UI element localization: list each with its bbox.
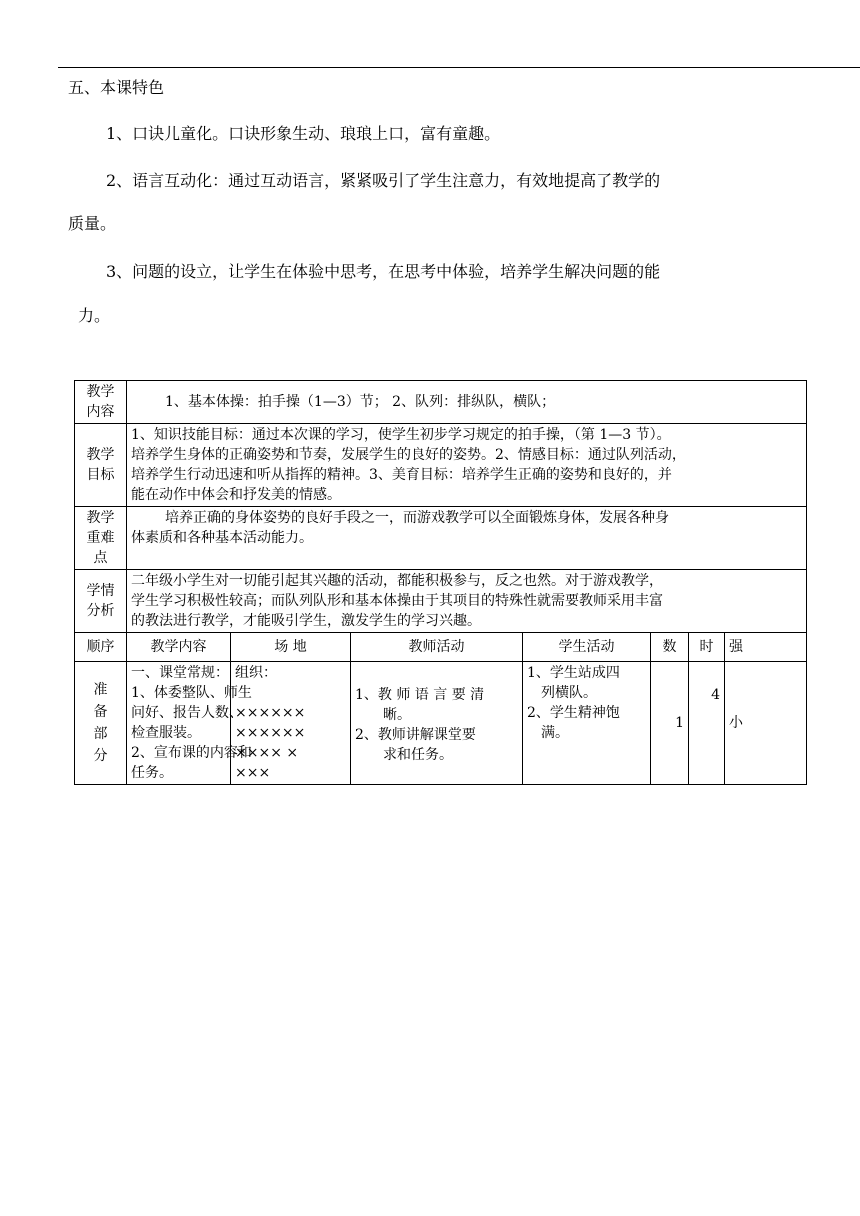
formation-row-4: ××× xyxy=(235,765,271,781)
row-headers xyxy=(75,633,807,662)
feature-3-cont: 力。 xyxy=(78,306,111,325)
content-text: 1、基本体操：拍手操（1—3）节； 2、队列：排纵队，横队； xyxy=(127,381,807,424)
section-title: 五、本课特色 xyxy=(68,78,165,97)
prep-content: 一、课堂常规： 1、体委整队、师生 问好、报告人数、 检查服装。 2、宣布课的内容和 任务。 xyxy=(127,662,231,785)
header-content: 教学内容 xyxy=(127,633,231,662)
feature-3: 3、问题的设立，让学生在体验中思考，在思考中体验，培养学生解决问题的能 xyxy=(106,262,661,281)
feature-2: 2、语言互动化：通过互动语言，紧紧吸引了学生注意力，有效地提高了教学的 xyxy=(106,171,661,190)
feature-2-cont: 质量。 xyxy=(68,214,117,233)
header-student: 学生活动 xyxy=(523,633,651,662)
prep-count: 1 xyxy=(651,662,689,785)
content-label: 教学 内容 xyxy=(75,381,127,424)
header-venue: 场 地 xyxy=(231,633,351,662)
header-intensity: 强 xyxy=(725,633,807,662)
row-content xyxy=(75,381,807,424)
header-time: 时 xyxy=(689,633,725,662)
goals-text: 1、知识技能目标：通过本次课的学习，使学生初步学习规定的拍手操，（第 1—3 节）。 培养学生身体的正确姿势和节奏，发展学生的良好的姿势。2、情感目标：通过队列活动， 培养学生行动迅速和听从指挥的精神。3、美育目标：培养学生正确的姿势和良好的，并 能在动作中体会和抒发美的情感。 xyxy=(127,424,807,507)
prep-time: 4 xyxy=(689,662,725,785)
header-order: 顺序 xyxy=(75,633,127,662)
header-teacher: 教师活动 xyxy=(351,633,523,662)
row-analysis xyxy=(75,570,807,633)
formation-row-2: ×××××× xyxy=(235,725,306,741)
header-rule xyxy=(58,67,860,68)
lesson-plan-table xyxy=(74,380,807,785)
key-text: 培养正确的身体姿势的良好手段之一，而游戏教学可以全面锻炼身体，发展各种身 体素质和各种基本活动能力。 xyxy=(127,507,807,570)
prep-student: 1、学生站成四 列横队。 2、学生精神饱 满。 xyxy=(523,662,651,785)
prep-teacher: 1、教 师 语 言 要 清 晰。 2、教师讲解课堂要 求和任务。 xyxy=(351,662,523,785)
header-count: 数 xyxy=(651,633,689,662)
prep-venue: 组织： ×××××× ×××××× ×××× × ××× xyxy=(231,662,351,785)
row-prep xyxy=(75,662,807,785)
analysis-text: 二年级小学生对一切能引起其兴趣的活动，都能积极参与，反之也然。对于游戏教学， 学生学习积极性较高；而队列队形和基本体操由于其项目的特殊性就需要教师采用丰富 的教法进行教学，才能吸引学生，激发学生的学习兴趣。 xyxy=(127,570,807,633)
formation-row-3: ×××× × xyxy=(235,745,299,761)
prep-intensity: 小 xyxy=(725,662,807,785)
prep-section: 准 备 部 分 xyxy=(75,662,127,785)
analysis-label: 学情 分析 xyxy=(75,570,127,633)
row-key-points xyxy=(75,507,807,570)
row-goals xyxy=(75,424,807,507)
formation-row-1: ×××××× xyxy=(235,705,306,721)
feature-1: 1、口诀儿童化。口诀形象生动、琅琅上口，富有童趣。 xyxy=(106,124,501,143)
key-label: 教学 重难 点 xyxy=(75,507,127,570)
goals-label: 教学 目标 xyxy=(75,424,127,507)
